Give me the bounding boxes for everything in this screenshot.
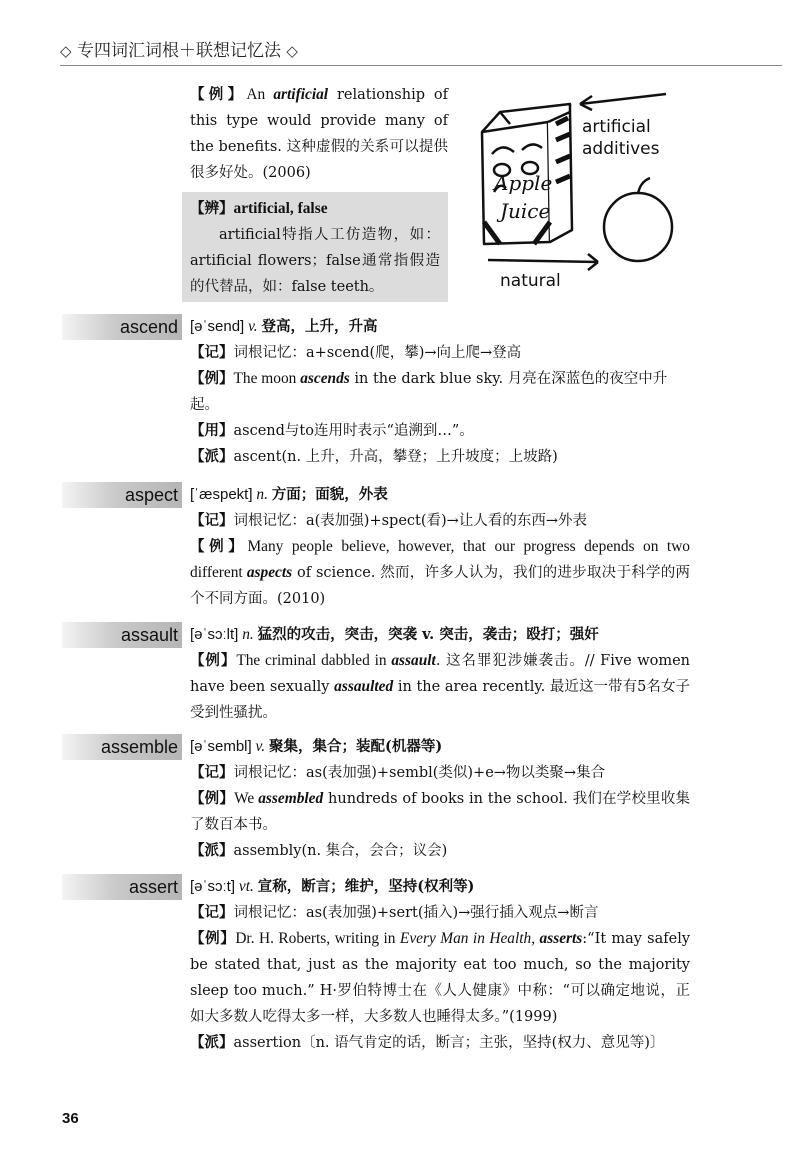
phonetic: [ˈæspekt] xyxy=(190,486,253,503)
headword-assemble: assemble xyxy=(62,734,182,760)
usage-label: 【用】 xyxy=(190,422,234,439)
example-label: 【例】 xyxy=(190,86,247,103)
meaning: 聚集，集合；装配(机器等) xyxy=(268,738,443,755)
example-text-post: of science. 然而，许多人认为，我们的进步取决于科学的两个不同方面。(2010) xyxy=(190,565,690,607)
juice-box-illustration xyxy=(470,82,680,292)
phonetic: [əˈsɔːt] xyxy=(190,878,236,895)
part-of-speech: n. xyxy=(256,486,268,503)
memory-label: 【记】 xyxy=(190,512,234,529)
example-text-pre: We xyxy=(234,790,259,807)
part-of-speech: v. xyxy=(255,738,266,755)
label-apple: Apple xyxy=(494,171,553,195)
diamond-icon: ◇ xyxy=(286,42,298,60)
memory-label: 【记】 xyxy=(190,904,234,921)
running-header xyxy=(60,36,782,70)
usage-text: ascend与to连用时表示“追溯到…”。 xyxy=(233,423,474,439)
meaning: 方面；面貌，外表 xyxy=(271,486,388,503)
distinction-note xyxy=(182,192,448,302)
keyword: assault xyxy=(391,652,436,669)
memory-text: 词根记忆：as(表加强)+sert(插入)→强行插入观点→断言 xyxy=(233,905,599,921)
example-text-post: in the area recently. 最近这一带有5名女子受到性骚扰。 xyxy=(190,679,690,721)
memory-label: 【记】 xyxy=(190,344,234,361)
example-text-pre: The moon xyxy=(233,370,301,387)
diamond-icon: ◇ xyxy=(60,42,72,60)
keyword: assaulted xyxy=(334,678,394,695)
label-natural: natural xyxy=(500,271,561,291)
entry-aspect xyxy=(190,482,690,612)
part-of-speech: v. xyxy=(248,318,258,335)
keyword: assembled xyxy=(258,790,324,807)
phonetic: [əˈsembl] xyxy=(190,738,252,755)
example-text-mid: , xyxy=(531,930,540,947)
derivative-text: assertion〔n. 语气肯定的话，断言；主张，坚持(权力、意见等)〕 xyxy=(233,1035,665,1051)
meaning: 登高，上升，升高 xyxy=(261,318,378,335)
label-juice: Juice xyxy=(500,199,551,223)
example-text-pre: Many people believe, however, that our progress depends on two different xyxy=(190,538,691,581)
example-label: 【例】 xyxy=(190,790,235,807)
keyword: aspects xyxy=(246,564,293,581)
note-title: artificial, false xyxy=(233,200,328,217)
example-label: 【例】 xyxy=(190,652,237,669)
header-rule xyxy=(60,65,782,66)
label-additives: additives xyxy=(582,139,660,159)
derivative-text: ascent(n. 上升，升高，攀登；上升坡度；上坡路) xyxy=(233,449,558,465)
phonetic: [əˈsɔːlt] xyxy=(190,626,239,643)
memory-text: 词根记忆：a+scend(爬，攀)→向上爬→登高 xyxy=(233,345,522,361)
headword-assert: assert xyxy=(62,874,182,900)
book-title: Every Man in Health xyxy=(399,930,532,947)
example-text-post: hundreds of books in the school. 我们在学校里收集了数百本书。 xyxy=(190,791,690,833)
label-artificial: artificial xyxy=(582,117,651,137)
phonetic: [əˈsend] xyxy=(190,318,245,335)
top-example xyxy=(190,82,448,186)
example-text-post: :“It may safely be stated that, just as the majority eat too much, so the majority sleep too much.” H·罗伯特博士在《人人健康》中称：“可以确定地说，正如大多数人吃得太多一样，大多数人也睡得太多。”(1999) xyxy=(190,931,691,1025)
keyword: asserts xyxy=(539,930,583,947)
memory-label: 【记】 xyxy=(190,764,234,781)
note-label: 【辨】 xyxy=(190,200,234,217)
example-label: 【例】 xyxy=(190,930,236,947)
entry-assemble xyxy=(190,734,690,864)
derivative-label: 【派】 xyxy=(190,1034,234,1051)
meaning: 猛烈的攻击，突击，突袭 v. 突击，袭击；殴打；强奸 xyxy=(257,626,599,643)
entry-assert xyxy=(190,874,690,1056)
derivative-label: 【派】 xyxy=(190,448,234,465)
example-text-mid: . 这名罪犯涉嫌袭击。// Five women have been sexually xyxy=(190,653,691,695)
derivative-text: assembly(n. 集合，会合；议会) xyxy=(233,843,448,859)
keyword: artificial xyxy=(273,86,329,103)
header-title: 专四词汇词根＋联想记忆法 xyxy=(76,41,281,61)
keyword: ascends xyxy=(300,370,350,387)
example-label: 【例】 xyxy=(190,538,248,555)
headword-aspect: aspect xyxy=(62,482,182,508)
example-text-pre: An xyxy=(246,86,274,103)
page-number: 36 xyxy=(62,1110,79,1127)
headword-assault: assault xyxy=(62,622,182,648)
example-text-pre: The criminal dabbled in xyxy=(236,652,392,669)
entry-ascend xyxy=(190,314,690,470)
meaning: 宣称，断言；维护，坚持(权利等) xyxy=(257,878,475,895)
derivative-label: 【派】 xyxy=(190,842,234,859)
note-text: artificial特指人工仿造物，如：artificial flowers；false通常指假造的代替品，如：false teeth。 xyxy=(190,227,440,295)
part-of-speech: vt. xyxy=(238,878,254,895)
headword-ascend: ascend xyxy=(62,314,182,340)
example-text-post: in the dark blue sky. 月亮在深蓝色的夜空中升起。 xyxy=(190,371,668,413)
example-text-pre: Dr. H. Roberts, writing in xyxy=(235,930,400,947)
part-of-speech: n. xyxy=(242,626,254,643)
example-label: 【例】 xyxy=(190,370,234,387)
memory-text: 词根记忆：as(表加强)+sembl(类似)+e→物以类聚→集合 xyxy=(233,765,606,781)
example-text-post: relationship of this type would provide many of the benefits. 这种虚假的关系可以提供很多好处。(2006) xyxy=(190,87,448,181)
entry-assault xyxy=(190,622,690,726)
memory-text: 词根记忆：a(表加强)+spect(看)→让人看的东西→外表 xyxy=(233,513,587,529)
